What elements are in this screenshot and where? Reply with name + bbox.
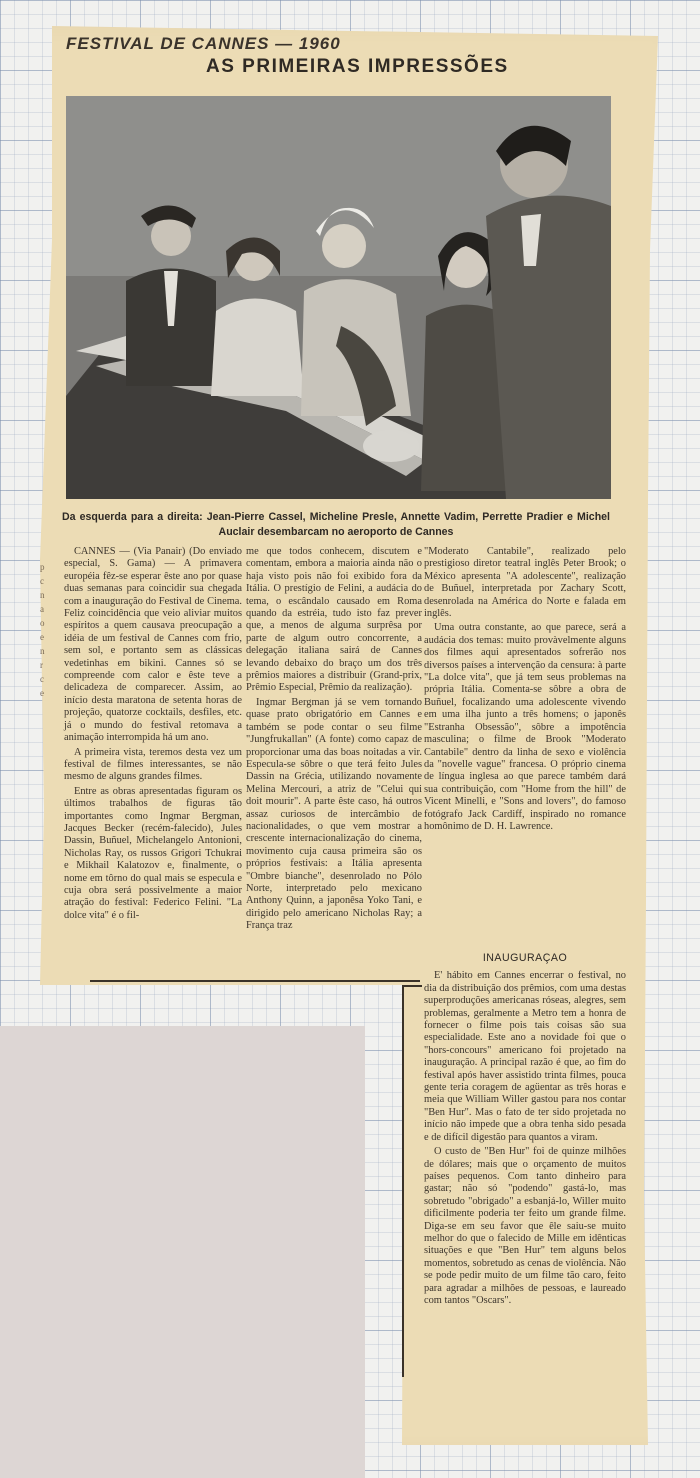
kicker: FESTIVAL DE CANNES — 1960: [66, 34, 341, 53]
paragraph: me que todos conhecem, discutem e comentam, embora a maioria ainda não o haja visto pois não foi exibido fora da Itália. O prestígio de Felini, a audácia do tema, o escândalo causado em Roma quando da estréia, tudo isto faz prever que, a menos de alguma surprêsa por parte de algum outro concorrente, a delegação italiana sairá de Cannes levando debaixo do braço um dos três prêmios maiores a distribuir (Grand-prix, Prêmio Especial, Prêmio da realização).: [246, 546, 422, 694]
paragraph: CANNES — (Via Panair) (Do enviado especial, S. Gama) — A primavera européia fêz-se esperar êste ano por quase duas semanas para coincidir sua chegada com a inauguração do Festival de Cinema. Feliz coincidência que veio aliviar muitos espíritos a quem causava preocupação a idéia de um festival de Cannes com frio, sem sol, e portanto sem as clássicas vedetinhas em bikini. Cannes só se compreende com calor e êste teve a delicadeza de comparecer. Assim, ao início desta maratona de setenta horas de projeção, quatorze cocktails, desfiles, etc. já o mundo do festival retomava a animação interrompida há um ano.: [64, 546, 242, 744]
section-subhead: INAUGURAÇAO: [482, 952, 568, 964]
article-column-1: [64, 546, 242, 978]
paragraph: A primeira vista, teremos desta vez um festival de filmes interessantes, se não mesmo de alguns grandes filmes.: [64, 746, 242, 783]
article-column-4: [424, 948, 626, 1440]
bleed-through-text: p c n a o e n r c e: [40, 562, 45, 698]
paragraph: Entre as obras apresentadas figuram os últimos trabalhos de figuras tão importantes como Ingmar Bergman, Jacques Becker (recém-falecido), Jules Dassin, Buñuel, Michelangelo Antonioni, Nicholas Ray, os russos Grigori Tchukrai e Mikhail Kalatozov e, finalmente, o nome em tôrno do qual mais se especula e cuja obra será possivelmente a maior atração do festival: Federico Felini. "La dolce vita" é o fil-: [64, 785, 242, 921]
photo-people-illustration: [66, 96, 611, 499]
paragraph: E' hábito em Cannes encerrar o festival, no dia da distribuição dos prêmios, com uma destas superproduções americanas róseas, alegres, sem problemas, geralmente a Metro tem a honra de fornecer o filme pois tais coisas são sua especialidade. Este ano a novidade foi que o "hors-concours" americano foi projetado na inauguração. A principal razão é que, ao fim do festival após haver assistido trinta filmes, pouca gente teria coragem de agüentar as três horas e meia que William Willer gastou para nos contar "Ben Hur". Mas o fato de ter sido projetada no início não impede que a obra tenha sido pesada e de difícil digestão para quantos a viram.: [424, 970, 626, 1143]
article-column-3: [424, 546, 626, 946]
paragraph: "Moderato Cantabile", realizado pelo prestigioso diretor teatral inglês Peter Brook; o México apresenta "A adolescente", realização de Buñuel, interpretada por Zachary Scott, desenrolada na América do Norte e falada em inglês.: [424, 546, 626, 620]
clipping-cut-edge: [402, 985, 422, 1377]
photo-caption: Da esquerda para a direita: Jean-Pierre Cassel, Micheline Presle, Annette Vadim, Perrette Pradier e Michel Auclair desembarcam no aeroporto de Cannes: [62, 511, 610, 538]
background-blank-area: [0, 1026, 365, 1478]
paragraph: Ingmar Bergman já se vem tornando quase prato obrigatório em Cannes e também se pode contar o seu filme "Jungfrukallan" (A fonte) como capaz de proporcionar uma das boas noitadas a vir. Especula-se sôbre o que terá feito Jules Dassin na Grécia, utilizando novamente Melina Mercouri, a atriz de "Celui qui doit mourir". A parte êste caso, há outros assaz curiosos de intercâmbio de nacionalidades, o que vem mostrar a crescente internacionalização do cinema, movimento cuja causa primeira são os próprios festivais: a Itália apresenta "Ombre bianche", desenrolado no Pólo Norte, interpretado pelo mexicano Anthony Quinn, a japonêsa Yoko Tani, e dirigido pelo americano Nicholas Ray; a França traz: [246, 696, 422, 932]
news-photo: [66, 96, 611, 499]
paragraph: O custo de "Ben Hur" foi de quinze milhões de dólares; mais que o orçamento de muitos países pequenos. Com tanto dinheiro para gastar; não só "podendo" gastá-lo, mas sobretudo "obrigado" a esbanjá-lo, Willer muito dificilmente poderia ter feito um grande filme. Diga-se em seu favor que êle saiu-se muito melhor do que o falecido de Mille em idênticas situações e que "Ben Hur" tem alguns belos momentos, sobretudo as cenas de violência. Não se pode pedir muito de um filme tão caro, feito para agradar a milhões de pessoas, e laureado com tantos "Oscars".: [424, 1146, 626, 1306]
article-column-2: [246, 546, 422, 1001]
paragraph: Uma outra constante, ao que parece, será a audácia dos temas: muito provàvelmente alguns dos filmes aqui apresentados sofrerão nos diversos países a intervenção da censura: à parte "La dolce vita", que já tem seus problemas na própria Itália. Comenta-se sôbre a obra de Buñuel, focalizando uma adolescente vivendo em uma ilha junto a três homens; o japonês "Estranha Obsessão", sôbre a impotência masculina; o filme de Brook "Moderato Cantabile" dentro da linha de sexo e violência da "novelle vague" francesa. O próprio cinema de língua inglesa ao que parece também dará sua contribuição, com "Home from the hill" de Vicent Minelli, e "Sons and lovers", do famoso fotógrafo Jack Cardiff, inspirado no romance homônimo de D. H. Lawrence.: [424, 622, 626, 832]
headline: AS PRIMEIRAS IMPRESSÕES: [206, 56, 509, 77]
